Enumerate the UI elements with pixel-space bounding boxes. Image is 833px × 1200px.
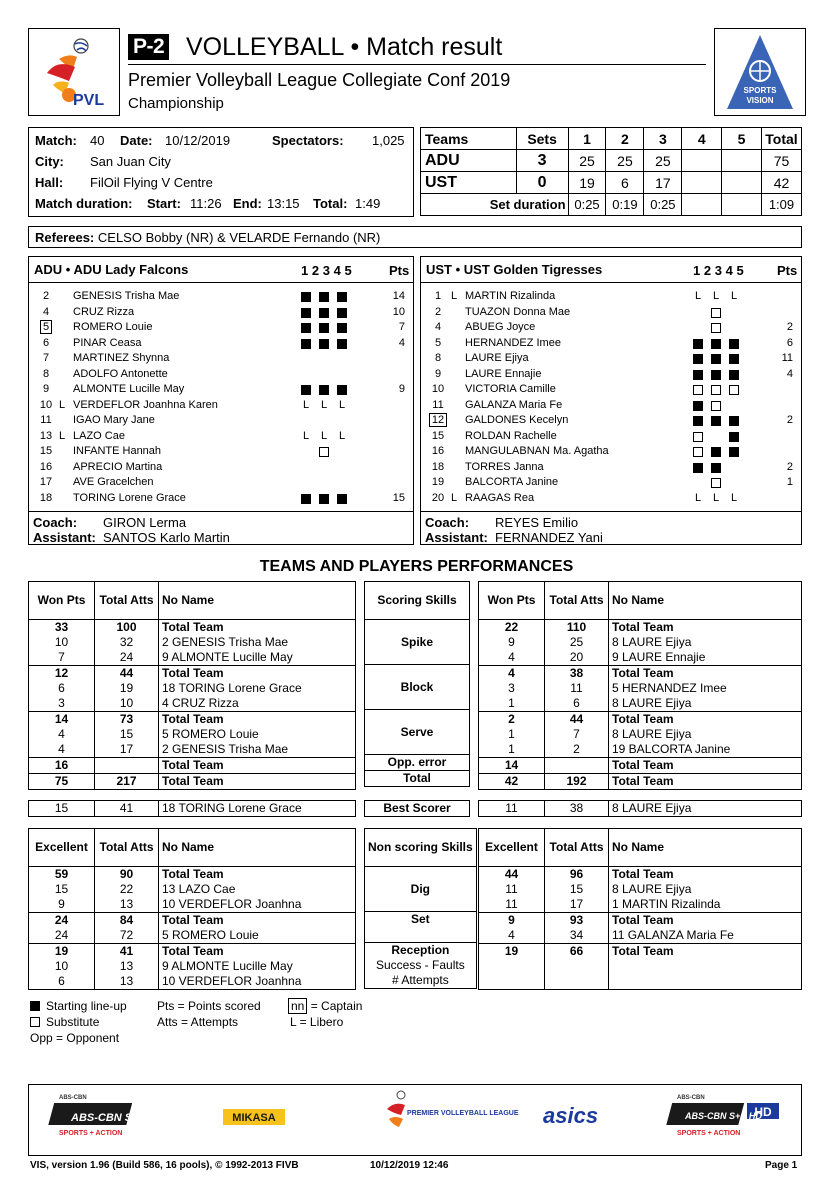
svg-text:SPORTS: SPORTS <box>743 86 777 95</box>
performance-row: 33 100 Total Team <box>29 620 356 636</box>
roster-a-coach: Coach: GIRON Lerma Assistant: SANTOS Karlo Martin <box>29 511 413 512</box>
libero-mark: L <box>320 398 328 411</box>
player-number: 9 <box>42 383 50 395</box>
player-name: GALDONES Kecelyn <box>465 414 569 426</box>
performance-row: 2 44 Total Team <box>479 712 802 728</box>
svg-text:ABS-CBN S+A: ABS-CBN S+A <box>71 1112 147 1124</box>
city-row: City: San Juan City <box>35 154 171 169</box>
player-row <box>421 429 801 444</box>
substitute-square-icon <box>711 385 721 395</box>
player-name: ROMERO Louie <box>73 321 153 333</box>
player-number: 18 <box>431 460 445 473</box>
player-number: 4 <box>434 321 442 333</box>
abs-cbn-sa-hd-logo-icon <box>666 1095 779 1137</box>
nonscoring-table-b: Excellent Total Atts No Name 44 96 Total Team 11 15 8 LAURE Ejiya 11 17 1 MARTIN Rizalinda 9 93 Total Team 4 34 11 GALANZA Maria Fe 19 66 Total Team <box>478 828 802 990</box>
player-points: 9 <box>398 383 405 395</box>
starting-square-icon <box>711 447 721 457</box>
player-number: 18 <box>39 491 53 504</box>
roster-a-set-headers: 1 2 3 4 5 <box>301 263 352 278</box>
roster-b-set-headers: 1 2 3 4 5 <box>693 263 744 278</box>
pvl-logo-box <box>28 28 120 116</box>
player-row <box>421 413 801 428</box>
player-name: HERNANDEZ Imee <box>465 336 561 349</box>
match-date: 10/12/2019 <box>165 133 231 148</box>
performance-row: 6 19 18 TORING Lorene Grace <box>29 681 356 696</box>
player-name: VERDEFLOR Joanhna Karen <box>73 398 218 411</box>
player-row <box>421 475 801 490</box>
skill-row <box>365 740 470 755</box>
starting-square-icon <box>319 494 329 504</box>
player-name: LAURE Ennajie <box>465 367 542 380</box>
player-number: 4 <box>42 305 50 318</box>
competition-phase: Championship <box>128 95 224 112</box>
player-number: 10 <box>431 383 445 395</box>
player-name: MARTINEZ Shynna <box>73 352 170 364</box>
libero-flag: L <box>58 398 66 411</box>
starting-square-icon <box>301 385 311 395</box>
player-number: 10 <box>39 398 53 411</box>
performances-title: TEAMS AND PLAYERS PERFORMANCES <box>259 558 574 575</box>
player-row <box>421 382 801 397</box>
player-points: 4 <box>786 367 793 380</box>
libero-mark: L <box>302 429 310 442</box>
libero-mark: L <box>694 290 702 302</box>
performance-row: 4 20 9 LAURE Ennajie <box>479 650 802 666</box>
performance-row: 7 24 9 ALMONTE Lucille May <box>29 650 356 666</box>
player-name: GALANZA Maria Fe <box>465 398 563 411</box>
sponsor-logos <box>29 1085 801 1155</box>
player-points: 7 <box>398 321 405 333</box>
svg-text:SPORTS + ACTION: SPORTS + ACTION <box>677 1130 741 1137</box>
assistant-b: FERNANDEZ Yani <box>495 530 603 545</box>
match-number: 40 <box>90 133 105 148</box>
player-row <box>29 351 413 366</box>
substitute-square-icon <box>711 308 721 318</box>
performance-row: 59 90 Total Team <box>29 867 356 883</box>
starting-square-icon <box>729 354 739 364</box>
skill-row: Spike <box>365 635 470 650</box>
performance-row: 24 84 Total Team <box>29 913 356 929</box>
spectators-count: 1,025 <box>372 133 405 148</box>
player-row <box>29 382 413 397</box>
player-row <box>29 289 413 304</box>
libero-flag: L <box>450 491 458 504</box>
performance-row: 1 2 19 BALCORTA Janine <box>479 742 802 758</box>
starting-square-icon <box>711 354 721 364</box>
svg-text:ABS-CBN: ABS-CBN <box>677 1095 705 1101</box>
skill-row: Opp. error <box>365 755 470 771</box>
starting-square-icon <box>301 308 311 318</box>
roster-b-pts-header: Pts <box>777 263 798 278</box>
player-row <box>29 413 413 428</box>
skill-row: # Attempts <box>365 973 477 989</box>
player-number: 5 <box>35 320 57 335</box>
starting-square-icon <box>319 308 329 318</box>
player-name: LAZO Cae <box>73 429 125 442</box>
player-name: TORRES Janna <box>465 460 544 473</box>
hall-value: FilOil Flying V Centre <box>90 175 213 190</box>
nonscoring-table-a: Excellent Total Atts No Name 59 90 Total Team 15 22 13 LAZO Cae 9 13 10 VERDEFLOR Joanhna 24 84 Total Team 24 72 5 ROMERO Louie 19 41 Total Team 10 13 9 ALMONTE Lucille May 6 13 10 VERDEFLOR Joanhna <box>28 828 356 990</box>
performance-row: 3 11 5 HERNANDEZ Imee <box>479 681 802 696</box>
competition-name: Premier Volleyball League Collegiate Conf 2019 <box>128 70 511 90</box>
sports-vision-logo-box <box>714 28 806 116</box>
player-name: MARTIN Rizalinda <box>465 290 556 302</box>
skill-row: Total <box>365 771 470 787</box>
player-number: 15 <box>431 429 445 442</box>
skill-row: Serve <box>365 725 470 740</box>
libero-mark: L <box>712 290 720 302</box>
starting-square-icon <box>693 416 703 426</box>
legend-libero: L = Libero <box>290 1015 344 1029</box>
player-row <box>29 475 413 490</box>
player-row <box>421 336 801 351</box>
starting-square-icon <box>319 323 329 333</box>
player-points: 2 <box>786 321 793 333</box>
player-row <box>29 460 413 475</box>
player-name: BALCORTA Janine <box>465 476 559 488</box>
player-name: ALMONTE Lucille May <box>73 383 185 395</box>
player-points: 6 <box>786 336 793 349</box>
starting-square-icon <box>693 401 703 411</box>
roster-b-coach: Coach: REYES Emilio Assistant: FERNANDEZ Yani <box>421 511 801 512</box>
performance-row: 6 13 10 VERDEFLOR Joanhna <box>29 974 356 990</box>
svg-text:VISION: VISION <box>746 96 774 105</box>
starting-square-icon <box>301 323 311 333</box>
performance-row: 10 32 2 GENESIS Trisha Mae <box>29 635 356 650</box>
svg-text:asics: asics <box>543 1103 599 1128</box>
player-number: 12 <box>427 413 449 428</box>
performance-row: 14 73 Total Team <box>29 712 356 728</box>
end-time: 13:15 <box>267 196 300 211</box>
player-name: LAURE Ejiya <box>465 352 529 364</box>
player-row <box>29 398 413 413</box>
sports-vision-logo-icon <box>715 29 805 115</box>
substitute-square-icon <box>319 447 329 457</box>
libero-mark: L <box>320 429 328 442</box>
substitute-square-icon <box>711 401 721 411</box>
starting-square-icon <box>337 292 347 302</box>
starting-square-icon <box>693 463 703 473</box>
performance-row: 75 217 Total Team <box>29 774 356 790</box>
player-row <box>421 289 801 304</box>
player-name: ADOLFO Antonette <box>73 367 168 380</box>
player-number: 1 <box>434 290 442 302</box>
roster-b-header: UST • UST Golden Tigresses <box>421 257 801 283</box>
player-number: 15 <box>39 445 53 457</box>
duration-row: Match duration: Start: 11:26 End: 13:15 Total: 1:49 <box>35 196 381 211</box>
performance-row: 9 13 10 VERDEFLOR Joanhna <box>29 897 356 913</box>
player-row <box>421 398 801 413</box>
player-name: ROLDAN Rachelle <box>465 429 557 442</box>
starting-square-icon <box>729 447 739 457</box>
roster-team-b <box>420 256 802 545</box>
svg-text:HD: HD <box>754 1105 772 1119</box>
starting-square-icon <box>301 494 311 504</box>
abs-cbn-sa-logo-icon <box>48 1095 146 1137</box>
player-row <box>29 367 413 382</box>
starting-square-icon <box>711 416 721 426</box>
starting-square-icon <box>337 323 347 333</box>
player-number: 19 <box>431 476 445 488</box>
performance-row: 24 72 5 ROMERO Louie <box>29 928 356 944</box>
libero-mark: L <box>338 429 346 442</box>
player-number: 6 <box>42 336 50 349</box>
substitute-square-icon <box>693 447 703 457</box>
player-row <box>29 444 413 459</box>
referees-value: CELSO Bobby (NR) & VELARDE Fernando (NR) <box>97 230 381 245</box>
player-points: 14 <box>392 290 405 302</box>
score-row-adu: ADU 3 25 25 25 75 <box>421 150 802 172</box>
roster-a-header: ADU • ADU Lady Falcons <box>29 257 413 283</box>
performance-row: 4 34 11 GALANZA Maria Fe <box>479 928 802 944</box>
player-row <box>421 460 801 475</box>
starting-square-icon <box>319 292 329 302</box>
skill-row <box>365 620 470 635</box>
player-number: 16 <box>431 445 445 457</box>
player-number: 2 <box>434 305 442 318</box>
starting-square-icon <box>337 308 347 318</box>
player-number: 9 <box>434 367 442 380</box>
asics-logo-icon <box>543 1103 598 1128</box>
starting-square-icon <box>319 385 329 395</box>
player-name: GENESIS Trisha Mae <box>73 290 180 302</box>
header-divider <box>128 64 706 65</box>
best-scorer-a: 15 41 18 TORING Lorene Grace <box>28 800 356 817</box>
performance-row: 12 44 Total Team <box>29 666 356 682</box>
substitute-square-icon <box>711 323 721 333</box>
page-title: VOLLEYBALL • Match result <box>186 33 503 61</box>
performance-row: 14 Total Team <box>479 758 802 774</box>
player-points: 2 <box>786 460 793 473</box>
player-number: 13 <box>39 429 53 442</box>
player-name: PINAR Ceasa <box>73 336 142 349</box>
roster-team-a <box>28 256 414 545</box>
pvl-sponsor-logo-icon <box>387 1091 519 1127</box>
performance-row: 4 38 Total Team <box>479 666 802 682</box>
player-number: 11 <box>432 398 444 411</box>
starting-square-icon <box>711 339 721 349</box>
performance-row <box>479 959 802 974</box>
svg-text:ABS-CBN S+A HD: ABS-CBN S+A HD <box>685 1111 762 1121</box>
player-row <box>29 320 413 335</box>
start-time: 11:26 <box>190 196 222 211</box>
player-number: 8 <box>434 352 442 364</box>
player-points: 11 <box>781 352 793 364</box>
performance-row: 4 15 5 ROMERO Louie <box>29 727 356 742</box>
player-points: 4 <box>398 336 405 349</box>
best-scorer-b: 11 38 8 LAURE Ejiya <box>478 800 802 817</box>
scoring-skills-table: Scoring Skills Spike Block Serve Opp. error Total <box>364 581 470 787</box>
skill-row: Set <box>365 912 477 928</box>
player-name: TORING Lorene Grace <box>73 491 186 504</box>
performance-row: 1 7 8 LAURE Ejiya <box>479 727 802 742</box>
performance-row: 19 66 Total Team <box>479 944 802 960</box>
player-name: APRECIO Martina <box>73 460 163 473</box>
skill-row <box>365 897 477 912</box>
performance-row: 3 10 4 CRUZ Rizza <box>29 696 356 712</box>
starting-square-icon <box>693 370 703 380</box>
player-number: 20 <box>431 491 445 504</box>
coach-b: REYES Emilio <box>495 515 579 530</box>
skill-row <box>365 927 477 942</box>
skill-row <box>365 650 470 665</box>
starting-square-icon <box>693 354 703 364</box>
score-table: Teams Sets 1 2 3 4 5 Total ADU 3 25 25 25 75 UST 0 19 6 17 42 Set duration 0:25 0:19 0:25 1:09 <box>420 127 802 216</box>
roster-a-pts-header: Pts <box>389 263 410 278</box>
filled-square-icon <box>30 1001 40 1011</box>
player-row <box>421 367 801 382</box>
performance-row: 4 17 2 GENESIS Trisha Mae <box>29 742 356 758</box>
best-scorer-label-cell: Best Scorer <box>364 800 470 817</box>
player-row <box>29 491 413 506</box>
mikasa-logo-icon <box>223 1109 285 1125</box>
referees-box: Referees: CELSO Bobby (NR) & VELARDE Fernando (NR) <box>28 226 802 248</box>
player-row <box>29 305 413 320</box>
libero-flag: L <box>58 429 66 442</box>
performance-row: 44 96 Total Team <box>479 867 802 883</box>
scoring-table-a: Won Pts Total Atts No Name 33 100 Total Team 10 32 2 GENESIS Trisha Mae 7 24 9 ALMONTE Lucille May 12 44 Total Team 6 19 18 TORING Lorene Grace 3 10 4 CRUZ Rizza 14 73 Total Team 4 15 5 ROMERO Louie 4 17 2 GENESIS Trisha Mae 16 Total Team 75 217 Total Team <box>28 581 356 790</box>
total-time: 1:49 <box>355 196 381 211</box>
player-number: 8 <box>42 367 50 380</box>
player-name: MANGULABNAN Ma. Agatha <box>465 445 609 457</box>
match-row: Match: 40 Date: 10/12/2019 Spectators: 1,025 <box>35 133 405 148</box>
player-name: AVE Gracelchen <box>73 476 154 488</box>
svg-text:PREMIER VOLLEYBALL LEAGUE: PREMIER VOLLEYBALL LEAGUE <box>407 1110 519 1117</box>
performance-row: 15 22 13 LAZO Cae <box>29 882 356 897</box>
player-number: 11 <box>40 414 52 426</box>
footer-version: VIS, version 1.96 (Build 586, 16 pools), © 1992-2013 FIVB <box>30 1160 299 1171</box>
libero-mark: L <box>302 398 310 411</box>
legend-starting: Starting line-up <box>30 999 127 1013</box>
coach-a: GIRON Lerma <box>103 515 187 530</box>
player-name: INFANTE Hannah <box>73 445 162 457</box>
starting-square-icon <box>729 370 739 380</box>
footer-page: Page 1 <box>765 1160 798 1171</box>
libero-mark: L <box>730 491 738 504</box>
player-number: 17 <box>39 476 53 488</box>
performance-row: 22 110 Total Team <box>479 620 802 636</box>
city-value: San Juan City <box>90 154 171 169</box>
legend-pts: Pts = Points scored <box>157 999 261 1013</box>
player-name: ABUEG Joyce <box>465 321 536 333</box>
starting-square-icon <box>711 463 721 473</box>
player-row <box>29 429 413 444</box>
performance-row: 10 13 9 ALMONTE Lucille May <box>29 959 356 974</box>
performance-row: 16 Total Team <box>29 758 356 774</box>
starting-square-icon <box>729 416 739 426</box>
skill-row <box>365 867 477 882</box>
libero-mark: L <box>712 491 720 504</box>
legend-atts: Atts = Attempts <box>157 1015 239 1029</box>
performance-row: 42 192 Total Team <box>479 774 802 790</box>
libero-mark: L <box>730 290 738 302</box>
player-name: VICTORIA Camille <box>465 383 556 395</box>
starting-square-icon <box>337 339 347 349</box>
hall-row: Hall: FilOil Flying V Centre <box>35 175 213 190</box>
skill-row <box>365 710 470 725</box>
starting-square-icon <box>301 339 311 349</box>
player-row <box>29 336 413 351</box>
legend-opp: Opp = Opponent <box>30 1031 120 1045</box>
performance-row <box>479 974 802 989</box>
page-tag: P-2 <box>128 34 169 60</box>
player-row <box>421 305 801 320</box>
svg-text:MIKASA: MIKASA <box>232 1112 276 1124</box>
svg-text:ABS-CBN: ABS-CBN <box>59 1095 87 1101</box>
starting-square-icon <box>729 432 739 442</box>
starting-square-icon <box>337 494 347 504</box>
empty-square-icon <box>30 1017 40 1027</box>
performance-row: 9 93 Total Team <box>479 913 802 929</box>
player-points: 10 <box>392 305 405 318</box>
libero-flag: L <box>450 290 458 302</box>
legend-substitute: Substitute <box>30 1015 99 1029</box>
set-duration-row: Set duration 0:25 0:19 0:25 1:09 <box>421 194 802 216</box>
player-number: 5 <box>434 336 442 349</box>
starting-square-icon <box>711 370 721 380</box>
performance-row: 11 15 8 LAURE Ejiya <box>479 882 802 897</box>
skill-row: Success - Faults <box>365 958 477 973</box>
footer-printed: 10/12/2019 12:46 <box>370 1160 449 1171</box>
skill-row: Reception <box>365 942 477 958</box>
starting-square-icon <box>729 339 739 349</box>
player-name: TUAZON Donna Mae <box>465 305 571 318</box>
svg-text:SPORTS + ACTION: SPORTS + ACTION <box>59 1130 123 1137</box>
sponsors-bar <box>28 1084 802 1156</box>
pvl-logo-text: PVL <box>73 92 105 109</box>
pvl-logo-icon <box>29 29 119 115</box>
player-points: 2 <box>786 414 793 426</box>
substitute-square-icon <box>711 478 721 488</box>
starting-square-icon <box>337 385 347 395</box>
player-number: 7 <box>42 352 50 364</box>
scoring-table-b: Won Pts Total Atts No Name 22 110 Total Team 9 25 8 LAURE Ejiya 4 20 9 LAURE Ennajie 4 38 Total Team 3 11 5 HERNANDEZ Imee 1 6 8 LAURE Ejiya 2 44 Total Team 1 7 8 LAURE Ejiya 1 2 19 BALCORTA Janine 14 Total Team 42 192 Total Team <box>478 581 802 790</box>
skill-row <box>365 695 470 710</box>
legend-captain: nn = Captain <box>288 999 362 1013</box>
skill-row: Block <box>365 680 470 695</box>
libero-mark: L <box>338 398 346 411</box>
performance-row: 1 6 8 LAURE Ejiya <box>479 696 802 712</box>
skill-row <box>365 665 470 680</box>
nonscoring-skills-table: Non scoring Skills Dig Set Reception Success - Faults # Attempts <box>364 828 477 989</box>
player-number: 16 <box>39 460 53 473</box>
libero-mark: L <box>694 491 702 504</box>
score-row-ust: UST 0 19 6 17 42 <box>421 172 802 194</box>
starting-square-icon <box>693 339 703 349</box>
substitute-square-icon <box>729 385 739 395</box>
substitute-square-icon <box>693 432 703 442</box>
player-row <box>421 444 801 459</box>
performance-row: 9 25 8 LAURE Ejiya <box>479 635 802 650</box>
substitute-square-icon <box>693 385 703 395</box>
performance-row: 11 17 1 MARTIN Rizalinda <box>479 897 802 913</box>
performance-row: 19 41 Total Team <box>29 944 356 960</box>
starting-square-icon <box>319 339 329 349</box>
player-name: RAAGAS Rea <box>465 491 535 504</box>
player-name: IGAO Mary Jane <box>73 414 155 426</box>
starting-square-icon <box>301 292 311 302</box>
assistant-a: SANTOS Karlo Martin <box>103 530 230 545</box>
player-row <box>421 491 801 506</box>
player-row <box>421 320 801 335</box>
player-points: 15 <box>392 491 405 504</box>
player-row <box>421 351 801 366</box>
player-points: 1 <box>786 476 793 488</box>
skill-row: Dig <box>365 882 477 897</box>
player-number: 2 <box>42 290 50 302</box>
player-name: CRUZ Rizza <box>73 305 135 318</box>
